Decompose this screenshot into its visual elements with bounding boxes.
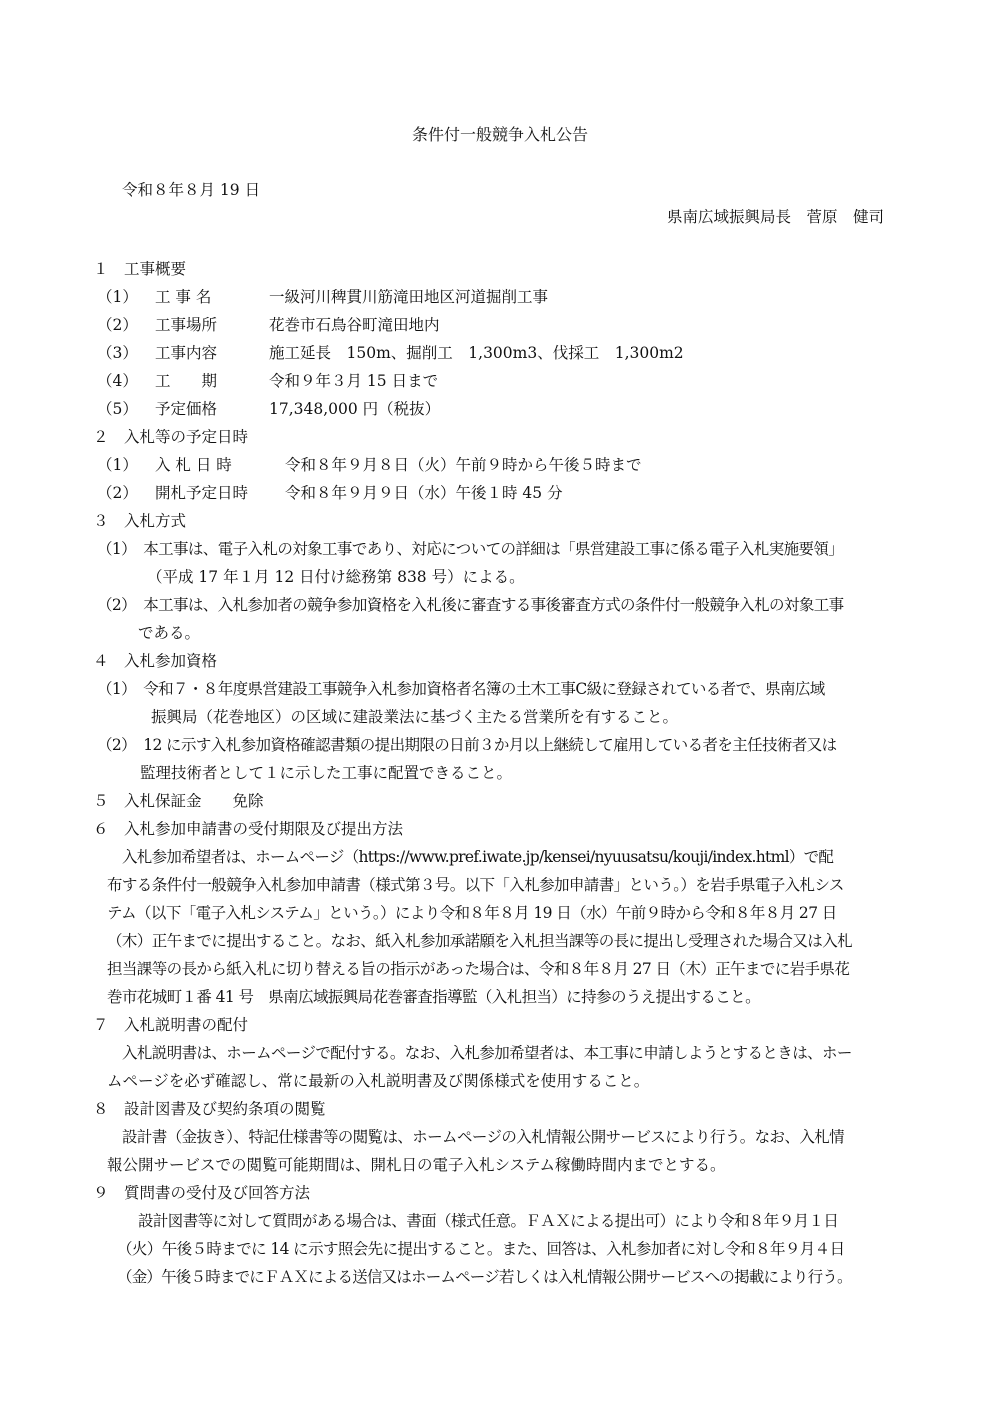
item-number: （4） xyxy=(97,372,138,390)
s4-paragraph-1-line-1: （1） 令和７・８年度県営建設工事競争入札参加資格者名簿の土木工事C級に登録されている者で、県南広域 xyxy=(97,680,825,698)
section-2-heading: ２ 入札等の予定日時 xyxy=(93,428,249,446)
s6-line-4: （木）正午までに提出すること。なお、紙入札参加承諾願を入札担当課等の長に提出し受理された場合又は入札 xyxy=(107,932,853,950)
item-value: 17,348,000 円（税抜） xyxy=(269,400,441,418)
s8-line-1: 設計書（金抜き）、特記仕様書等の閲覧は、ホームページの入札情報公開サービスにより行う。なお、入札情 xyxy=(122,1128,845,1146)
item-label: 工事場所 xyxy=(155,316,218,334)
item-label: 予定価格 xyxy=(155,400,218,418)
s1-item-5 xyxy=(97,402,440,418)
s6-line-5: 担当課等の長から紙入札に切り替える旨の指示があった場合は、令和８年８月 27 日（木）正午までに岩手県花 xyxy=(107,960,850,978)
s3-paragraph-1-line-2: （平成 17 年１月 12 日付け総務第 838 号）による。 xyxy=(147,568,525,586)
section-6-heading: ６ 入札参加申請書の受付期限及び提出方法 xyxy=(93,820,404,838)
s1-item-1 xyxy=(97,290,548,306)
item-value: 一級河川稗貫川筋滝田地区河道掘削工事 xyxy=(269,288,549,306)
notice-date: 令和８年８月 19 日 xyxy=(122,181,261,199)
s6-line-2: 布する条件付一般競争入札参加申請書（様式第３号。以下「入札参加申請書」という。）を岩手県電子入札シス xyxy=(107,876,844,894)
section-4-heading: ４ 入札参加資格 xyxy=(93,652,218,670)
s3-paragraph-2-line-1: （2） 本工事は、入札参加者の競争参加資格を入札後に審査する事後審査方式の条件付一般競争入札の対象工事 xyxy=(97,596,844,614)
item-number: （3） xyxy=(97,344,138,362)
item-label: 工 事 名 xyxy=(155,288,212,306)
item-number: （1） xyxy=(97,456,138,474)
section-7-heading: ７ 入札説明書の配付 xyxy=(93,1016,249,1034)
item-label: 工 期 xyxy=(155,372,218,390)
s4-paragraph-2-line-2: 監理技術者として１に示した工事に配置できること。 xyxy=(140,764,513,782)
item-label: 開札予定日時 xyxy=(155,484,249,502)
item-value: 花巻市石鳥谷町滝田地内 xyxy=(269,316,440,334)
signatory: 県南広域振興局長 菅原 健司 xyxy=(666,208,884,226)
section-1-heading: １ 工事概要 xyxy=(93,260,187,278)
s9-line-2: （火）午後５時までに 14 に示す照会先に提出すること。また、回答は、入札参加者に対し令和８年９月４日 xyxy=(117,1240,845,1258)
s9-line-1: 設計図書等に対して質問がある場合は、書面（様式任意。ＦＡＸによる提出可）により令和８年９月１日 xyxy=(138,1212,839,1230)
item-label: 入 札 日 時 xyxy=(155,456,232,474)
document-title: 条件付一般競争入札公告 xyxy=(411,125,588,144)
section-9-heading: ９ 質問書の受付及び回答方法 xyxy=(93,1184,311,1202)
item-label: 工事内容 xyxy=(155,344,218,362)
item-value: 令和８年９月８日（火）午前９時から午後５時まで xyxy=(285,456,642,474)
s8-line-2: 報公開サービスでの閲覧可能期間は、開札日の電子入札システム稼働時間内までとする。 xyxy=(107,1156,726,1174)
s7-line-1: 入札説明書は、ホームページで配付する。なお、入札参加希望者は、本工事に申請しようとするときは、ホー xyxy=(122,1044,852,1062)
section-8-heading: ８ 設計図書及び契約条項の閲覧 xyxy=(93,1100,326,1118)
item-number: （5） xyxy=(97,400,138,418)
section-3-heading: ３ 入札方式 xyxy=(93,512,187,530)
s1-item-2 xyxy=(97,318,440,334)
item-number: （2） xyxy=(97,316,138,334)
item-number: （1） xyxy=(97,288,138,306)
s1-item-4 xyxy=(97,374,438,390)
s3-paragraph-1-line-1: （1） 本工事は、電子入札の対象工事であり、対応についての詳細は「県営建設工事に係る電子入札実施要領」 xyxy=(97,540,844,558)
s6-line-3: テム（以下「電子入札システム」という。）により令和８年８月 19 日（水）午前９時から令和８年８月 27 日 xyxy=(107,904,837,922)
item-value: 令和８年９月９日（水）午後１時 45 分 xyxy=(285,484,563,502)
s2-item-2 xyxy=(97,486,563,502)
item-value: 施工延長 150m、掘削工 1,300m3、伐採工 1,300m2 xyxy=(269,344,684,362)
s1-item-3 xyxy=(97,346,684,362)
item-number: （2） xyxy=(97,484,138,502)
s4-paragraph-1-line-2: 振興局（花巻地区）の区域に建設業法に基づく主たる営業所を有すること。 xyxy=(151,708,679,726)
s7-line-2: ムページを必ず確認し、常に最新の入札説明書及び関係様式を使用すること。 xyxy=(107,1072,650,1090)
s9-line-3: （金）午後５時までにＦＡＸによる送信又はホームページ若しくは入札情報公開サービスへの掲載により行う。 xyxy=(117,1268,852,1286)
item-value: 令和９年３月 15 日まで xyxy=(269,372,439,390)
s6-line-1: 入札参加希望者は、ホームページ（https://www.pref.iwate.jp/kensei/nyuusatsu/kouji/index.html）で配 xyxy=(122,848,834,866)
section-5-heading: ５ 入札保証金 免除 xyxy=(93,792,264,810)
s2-item-1 xyxy=(97,458,642,474)
s6-line-6: 巻市花城町１番 41 号 県南広域振興局花巻審査指導監（入札担当）に持参のうえ提出すること。 xyxy=(107,988,760,1006)
s4-paragraph-2-line-1: （2） 12 に示す入札参加資格確認書類の提出期限の日前３か月以上継続して雇用している者を主任技術者又は xyxy=(97,736,837,754)
s3-paragraph-2-line-2: である。 xyxy=(138,624,201,642)
